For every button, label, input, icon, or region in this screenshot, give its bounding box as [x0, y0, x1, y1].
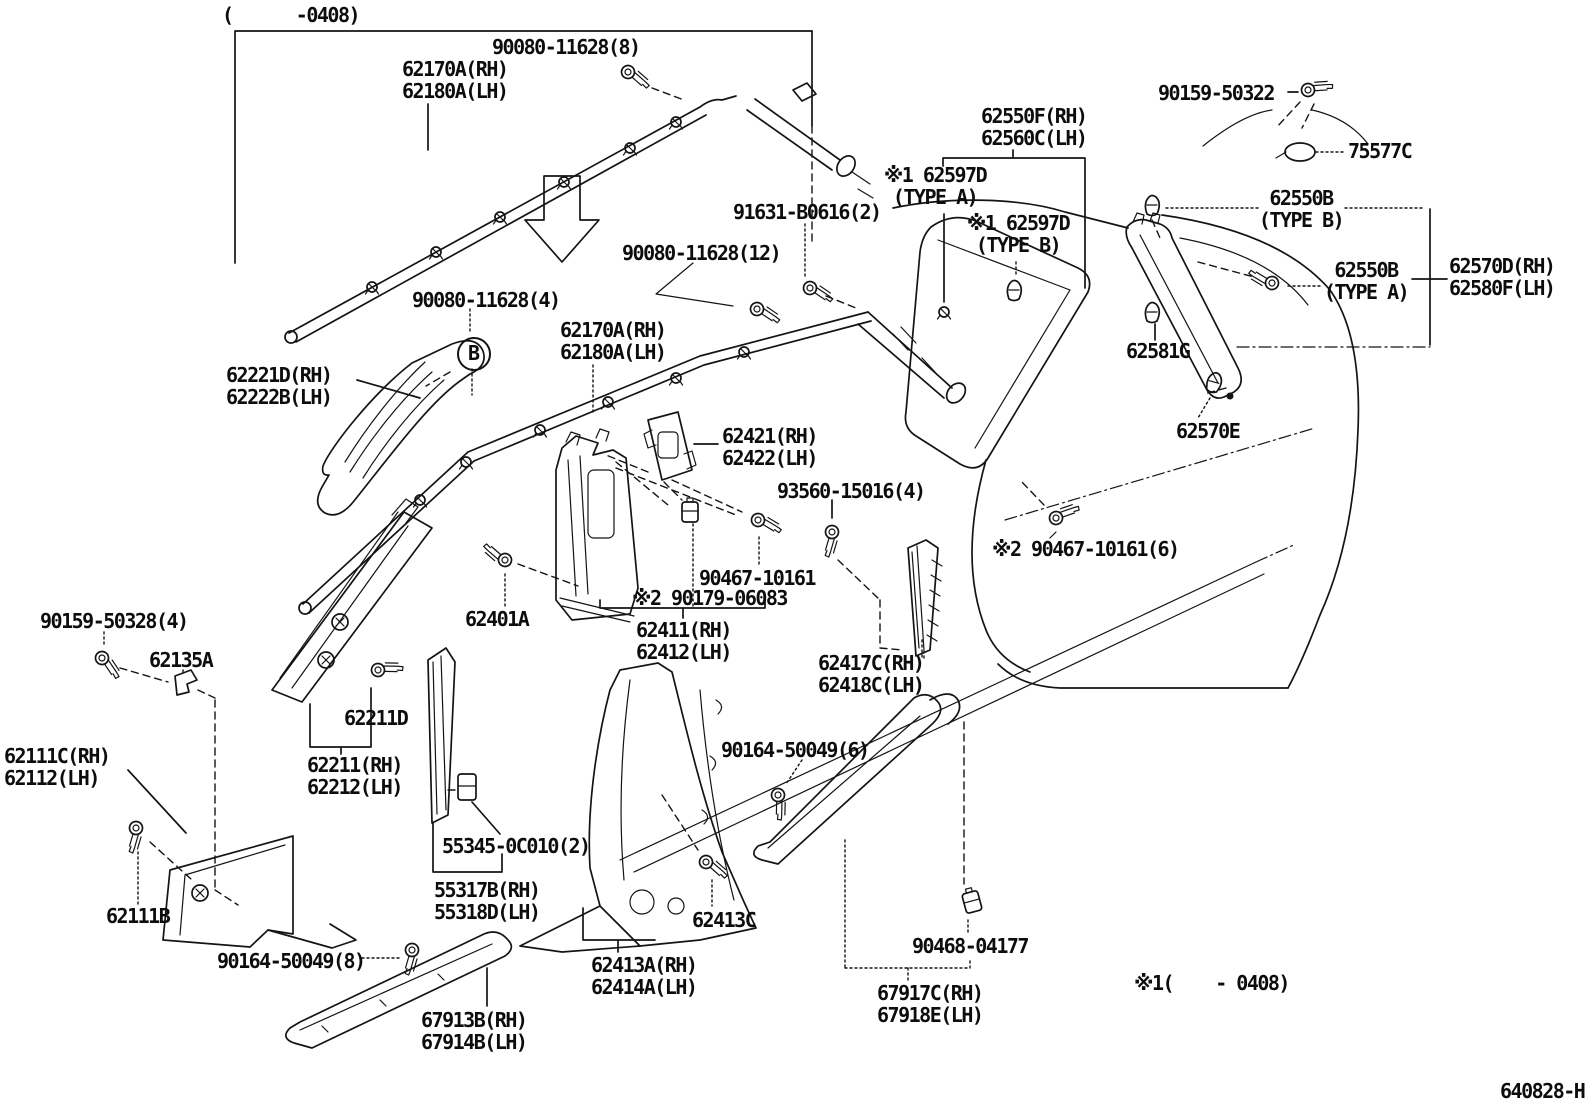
part-62550f-62560c — [981, 105, 1086, 149]
part-62581g — [1126, 340, 1189, 362]
part-62570d-62580f-line1: 62570D(RH) — [1449, 254, 1555, 278]
part-55317b-55318d — [434, 879, 539, 923]
part-90468-04177 — [912, 935, 1028, 957]
part-62170a-62180a-top — [402, 58, 507, 102]
part-93560-15016-4 — [777, 480, 925, 502]
part-62111c-62112 — [4, 745, 109, 789]
callout-b: B — [457, 337, 491, 371]
part-55345-0c010-2 — [442, 835, 590, 857]
part-62413c-line1: 62413C — [692, 908, 756, 932]
part-62135a — [149, 649, 212, 671]
part-90467-10161-6 — [992, 538, 1179, 560]
part-75577c-line1: 75577C — [1348, 139, 1412, 163]
part-62170a-62180a-mid-line1: 62170A(RH) — [560, 318, 666, 342]
part-55317b-55318d-line1: 55317B(RH) — [434, 878, 540, 902]
part-93560-15016-4-line1: 93560-15016(4) — [777, 479, 925, 503]
part-62221d-62222b-line1: 62221D(RH) — [226, 363, 332, 387]
part-67917c-67918e — [877, 982, 982, 1026]
part-62597d-type-b — [967, 212, 1069, 256]
part-62221d-62222b-line2: 62222B(LH) — [226, 385, 332, 409]
part-90080-11628-8 — [492, 36, 640, 58]
part-62413a-62414a-line1: 62413A(RH) — [591, 953, 697, 977]
part-62211-62212-line1: 62211(RH) — [307, 753, 402, 777]
part-90080-11628-12-line1: 90080-11628(12) — [622, 241, 781, 265]
part-62597d-type-a-line1: ※1 62597D — [883, 163, 987, 187]
document-number: 640828-H — [1500, 1079, 1585, 1099]
part-62597d-type-a — [884, 164, 986, 208]
part-91631-b0616-2-line1: 91631-B0616(2) — [733, 200, 881, 224]
part-90159-50328-4-line1: 90159-50328(4) — [40, 609, 188, 633]
part-62111b-line1: 62111B — [106, 904, 170, 928]
part-62111c-62112-line2: 62112(LH) — [4, 766, 99, 790]
part-62135a-line1: 62135A — [149, 648, 213, 672]
part-62111c-62112-line1: 62111C(RH) — [4, 744, 110, 768]
part-75577c — [1348, 140, 1411, 162]
part-62550b-type-a-line1: 62550B — [1334, 258, 1398, 282]
part-62421-62422 — [722, 425, 817, 469]
part-62411-62412-line1: 62411(RH) — [636, 618, 731, 642]
part-62211-62212-line2: 62212(LH) — [307, 775, 402, 799]
part-62401a-line1: 62401A — [465, 607, 529, 631]
part-62417c-62418c-line1: 62417C(RH) — [818, 651, 924, 675]
part-62570d-62580f — [1449, 255, 1554, 299]
part-67913b-67914b — [421, 1009, 526, 1053]
part-62211-62212 — [307, 754, 402, 798]
part-90159-50322 — [1158, 82, 1274, 104]
part-62170a-62180a-top-line1: 62170A(RH) — [402, 57, 508, 81]
part-62550b-type-b-line1: 62550B — [1269, 186, 1333, 210]
part-62550f-62560c-line2: 62560C(LH) — [981, 126, 1087, 150]
part-62570e-line1: 62570E — [1176, 419, 1240, 443]
part-90080-11628-12 — [622, 242, 780, 264]
part-90164-50049-6-line1: 90164-50049(6) — [721, 738, 869, 762]
part-90467-10161-line1: 90467-10161 — [699, 566, 815, 590]
part-62211d — [344, 707, 407, 729]
part-90080-11628-4 — [412, 289, 560, 311]
part-62417c-62418c — [818, 652, 923, 696]
part-62597d-type-b-line2: (TYPE B) — [975, 233, 1061, 257]
part-90159-50322-line1: 90159-50322 — [1158, 81, 1274, 105]
part-62550b-type-b-line2: (TYPE B) — [1258, 208, 1344, 232]
part-62570d-62580f-line2: 62580F(LH) — [1449, 276, 1555, 300]
part-55317b-55318d-line2: 55318D(LH) — [434, 900, 540, 924]
part-62421-62422-line1: 62421(RH) — [722, 424, 817, 448]
part-62581g-line1: 62581G — [1126, 339, 1190, 363]
part-90179-06083 — [632, 587, 787, 609]
part-62221d-62222b — [226, 364, 331, 408]
part-62597d-type-b-line1: ※1 62597D — [966, 211, 1070, 235]
part-62550b-type-a — [1324, 259, 1408, 303]
part-90164-50049-8 — [217, 950, 365, 972]
part-62570e — [1176, 420, 1239, 442]
part-90159-50328-4 — [40, 610, 188, 632]
part-62170a-62180a-mid — [560, 319, 665, 363]
part-67917c-67918e-line2: 67918E(LH) — [877, 1003, 983, 1027]
part-62170a-62180a-mid-line2: 62180A(LH) — [560, 340, 666, 364]
part-91631-b0616-2 — [733, 201, 881, 223]
part-62111b — [106, 905, 169, 927]
part-62411-62412-line2: 62412(LH) — [636, 640, 731, 664]
part-90080-11628-8-line1: 90080-11628(8) — [492, 35, 640, 59]
part-62413c — [692, 909, 755, 931]
part-62421-62422-line2: 62422(LH) — [722, 446, 817, 470]
part-62413a-62414a-line2: 62414A(LH) — [591, 975, 697, 999]
part-90164-50049-8-line1: 90164-50049(8) — [217, 949, 365, 973]
part-67917c-67918e-line1: 67917C(RH) — [877, 981, 983, 1005]
part-62211d-line1: 62211D — [344, 706, 408, 730]
part-90164-50049-6 — [721, 739, 869, 761]
part-62170a-62180a-top-line2: 62180A(LH) — [402, 79, 508, 103]
part-62550f-62560c-line1: 62550F(RH) — [981, 104, 1087, 128]
footnote-label: ※1( - 0408) — [1134, 971, 1289, 995]
part-90467-10161-6-line1: ※2 90467-10161(6) — [992, 537, 1179, 561]
part-55345-0c010-2-line1: 55345-0C010(2) — [442, 834, 590, 858]
part-62411-62412 — [636, 619, 731, 663]
header-range-label: ( -0408) — [222, 3, 360, 27]
part-90468-04177-line1: 90468-04177 — [912, 934, 1028, 958]
part-62550b-type-b — [1259, 187, 1343, 231]
part-62597d-type-a-line2: (TYPE A) — [892, 185, 978, 209]
part-90179-06083-line1: ※2 90179-06083 — [632, 586, 787, 610]
part-62413a-62414a — [591, 954, 696, 998]
part-90080-11628-4-line1: 90080-11628(4) — [412, 288, 560, 312]
part-67913b-67914b-line2: 67914B(LH) — [421, 1030, 527, 1054]
part-62550b-type-a-line2: (TYPE A) — [1323, 280, 1409, 304]
part-67913b-67914b-line1: 67913B(RH) — [421, 1008, 527, 1032]
part-62401a — [465, 608, 528, 630]
part-62417c-62418c-line2: 62418C(LH) — [818, 673, 924, 697]
